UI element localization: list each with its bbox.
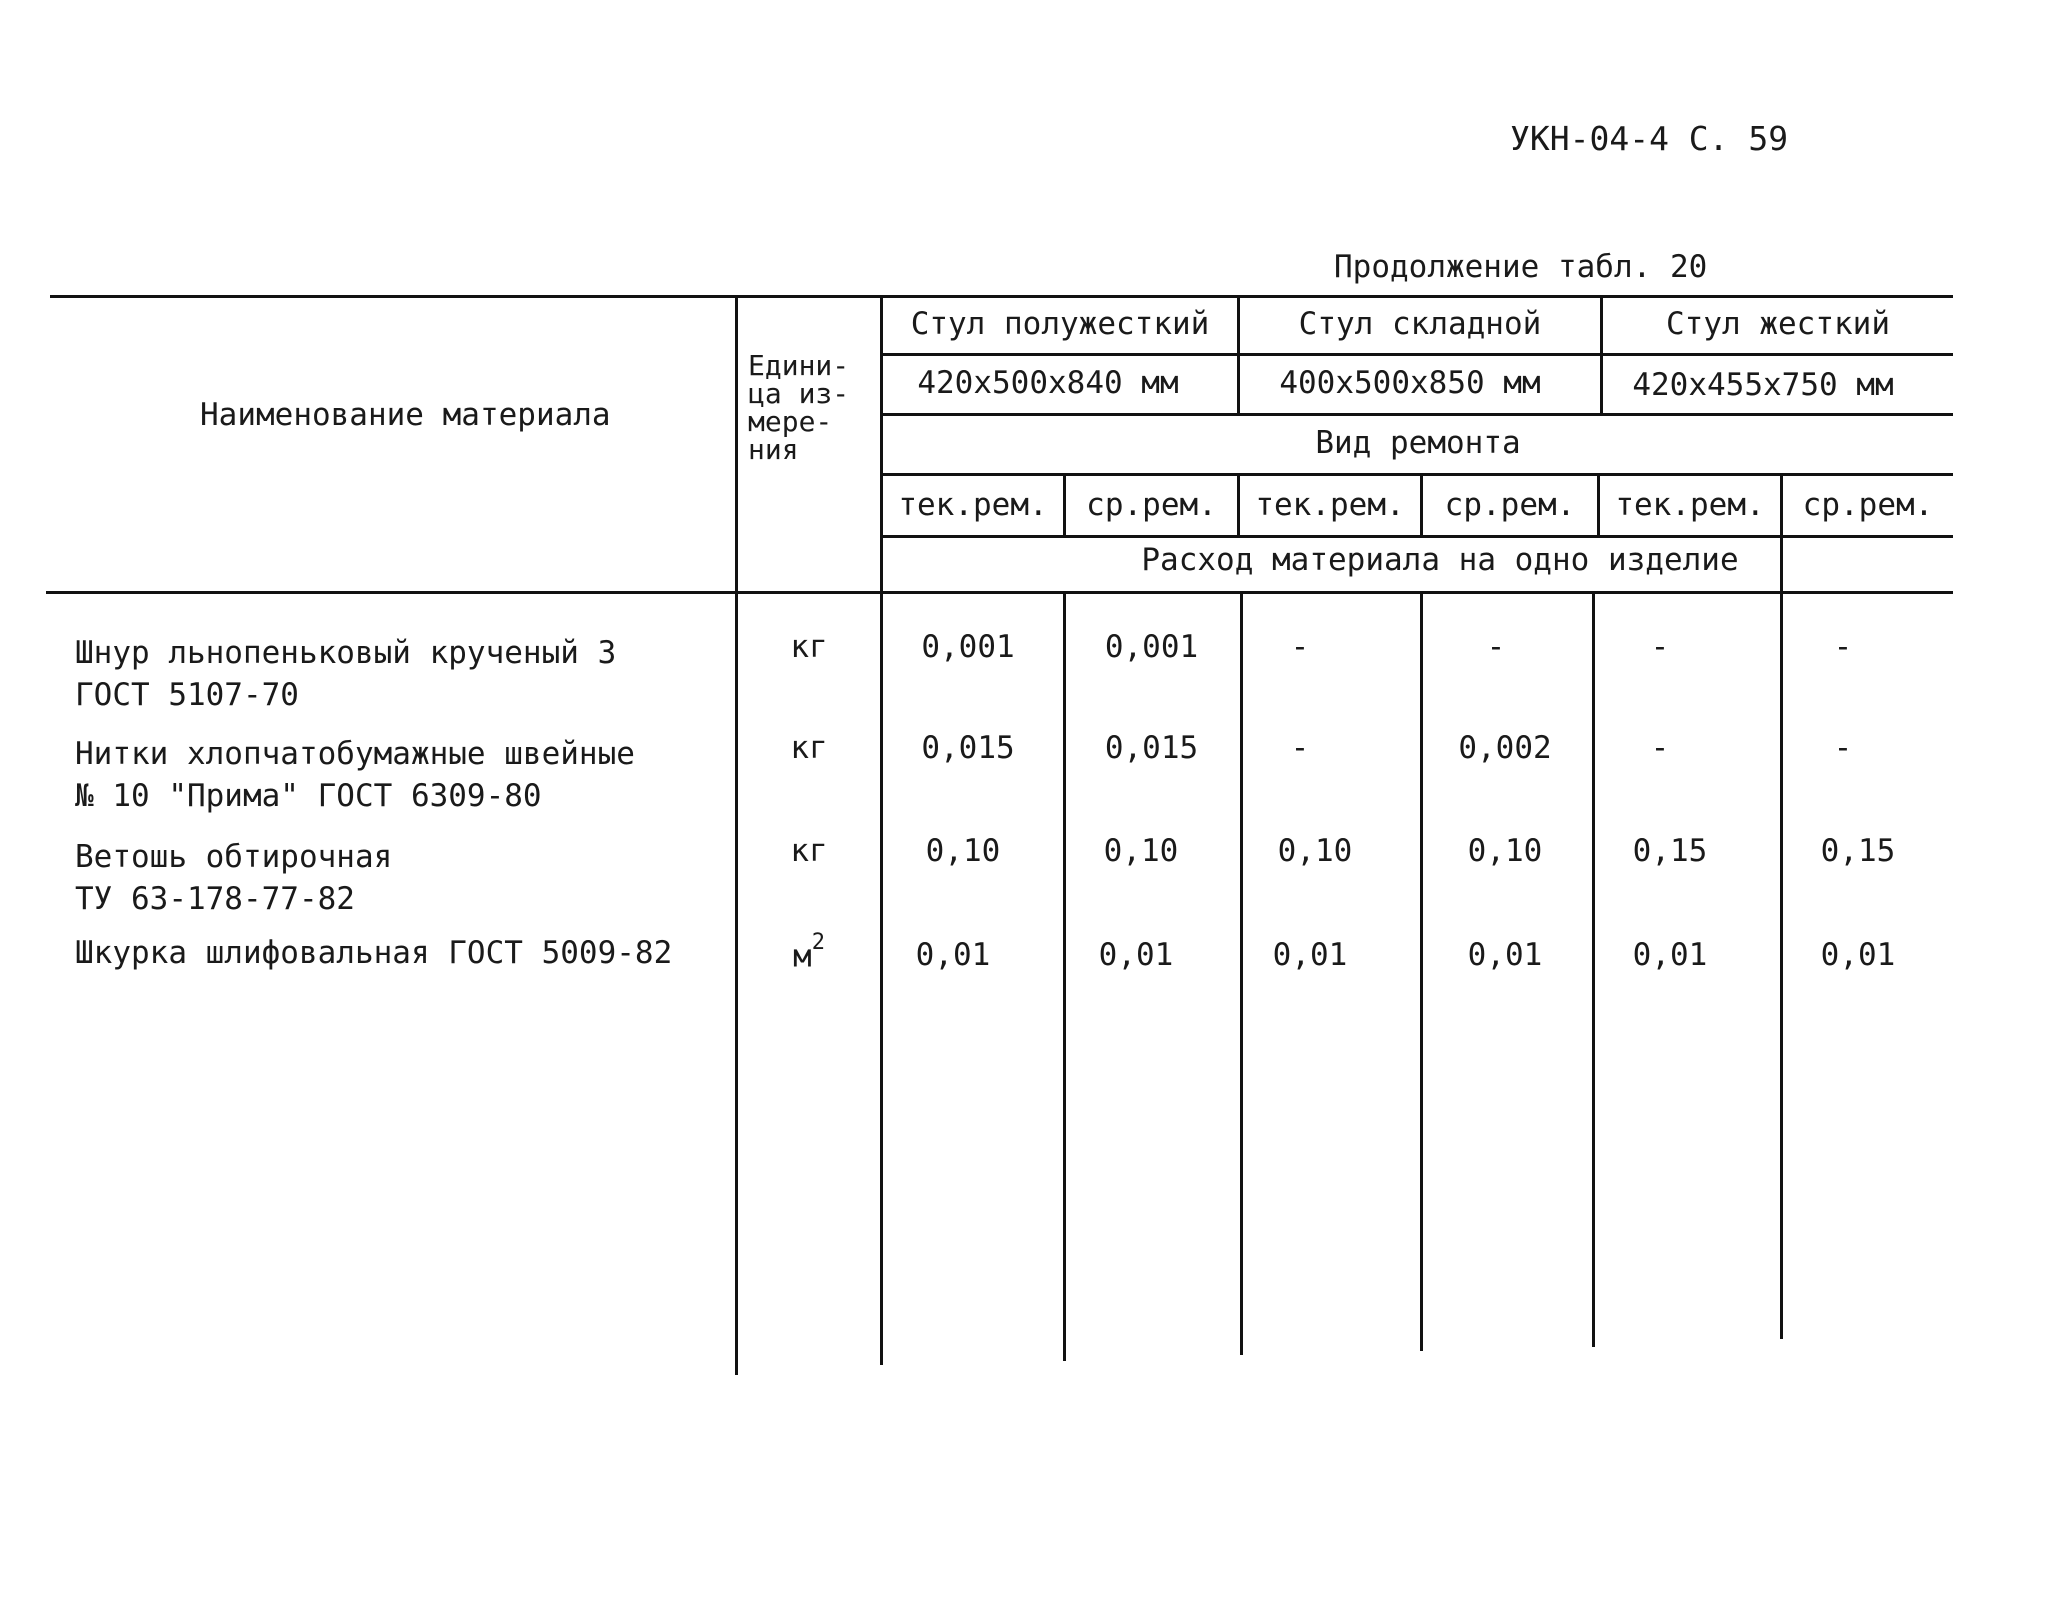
unit-superscript: 2 xyxy=(811,930,825,955)
unit-value: кг xyxy=(790,730,828,766)
material-name: Нитки хлопчатобумажные швейные № 10 "Прима" ГОСТ 6309-80 xyxy=(75,736,635,814)
value-cell: 0,10 xyxy=(1103,833,1179,869)
value-cell: 0,10 xyxy=(1467,833,1543,869)
unit-value: кг xyxy=(790,833,828,869)
value-cell: - xyxy=(1650,730,1670,766)
value-cell: 0,01 xyxy=(1467,937,1543,973)
repair-type-col-2: ср.рем. xyxy=(1086,487,1217,523)
value-cell: 0,01 xyxy=(1272,937,1348,973)
value-cell: - xyxy=(1833,629,1853,665)
material-name: Шнур льнопеньковый крученый 3 ГОСТ 5107-70 xyxy=(75,635,617,713)
value-cell: 0,15 xyxy=(1820,833,1896,869)
consumption-header: Расход материала на одно изделие xyxy=(1141,542,1739,578)
repair-type-col-5: тек.рем. xyxy=(1615,487,1765,523)
table-caption: Продолжение табл. 20 xyxy=(1334,249,1708,285)
repair-type-col-1: тек.рем. xyxy=(898,487,1048,523)
value-cell: 0,10 xyxy=(925,833,1001,869)
product-name-folding: Стул складной xyxy=(1298,306,1542,342)
value-cell: 0,01 xyxy=(1820,937,1896,973)
repair-kind-header: Вид ремонта xyxy=(1315,425,1521,461)
value-cell: - xyxy=(1650,629,1670,665)
repair-type-col-3: тек.рем. xyxy=(1255,487,1405,523)
column-header-unit: Едини- ца из- мере- ния xyxy=(748,349,850,466)
value-cell: 0,015 xyxy=(1104,730,1199,766)
material-name: Шкурка шлифовальная ГОСТ 5009-82 xyxy=(75,935,673,971)
repair-type-col-6: ср.рем. xyxy=(1802,487,1934,523)
value-cell: 0,001 xyxy=(1104,629,1199,665)
unit-value: $м^2$ xyxy=(793,930,825,975)
product-size-semi-rigid: 420х500х840 мм xyxy=(917,365,1179,401)
value-cell: - xyxy=(1833,730,1853,766)
value-cell: 0,01 xyxy=(1098,937,1174,973)
value-cell: 0,001 xyxy=(921,629,1015,665)
value-cell: 0,15 xyxy=(1632,833,1708,869)
product-size-rigid: 420х455х750 мм xyxy=(1632,367,1894,403)
column-header-material-name: Наименование материала xyxy=(200,397,611,433)
value-cell: - xyxy=(1290,629,1310,665)
value-cell: 0,01 xyxy=(1632,937,1708,973)
value-cell: 0,01 xyxy=(915,937,991,973)
material-name: Ветошь обтирочная ТУ 63-178-77-82 xyxy=(75,839,393,917)
value-cell: 0,10 xyxy=(1277,833,1353,869)
product-size-folding: 400х500х850 мм xyxy=(1279,365,1541,401)
document-code: УКН-04-4 С. 59 xyxy=(1510,119,1789,158)
product-name-semi-rigid: Стул полужесткий xyxy=(910,306,1210,342)
value-cell: 0,002 xyxy=(1458,730,1552,766)
product-name-rigid: Стул жесткий xyxy=(1666,306,1890,342)
repair-type-col-4: ср.рем. xyxy=(1444,487,1576,523)
value-cell: - xyxy=(1290,730,1310,766)
value-cell: 0,015 xyxy=(921,730,1015,766)
value-cell: - xyxy=(1486,629,1506,665)
unit-value: кг xyxy=(790,629,828,665)
